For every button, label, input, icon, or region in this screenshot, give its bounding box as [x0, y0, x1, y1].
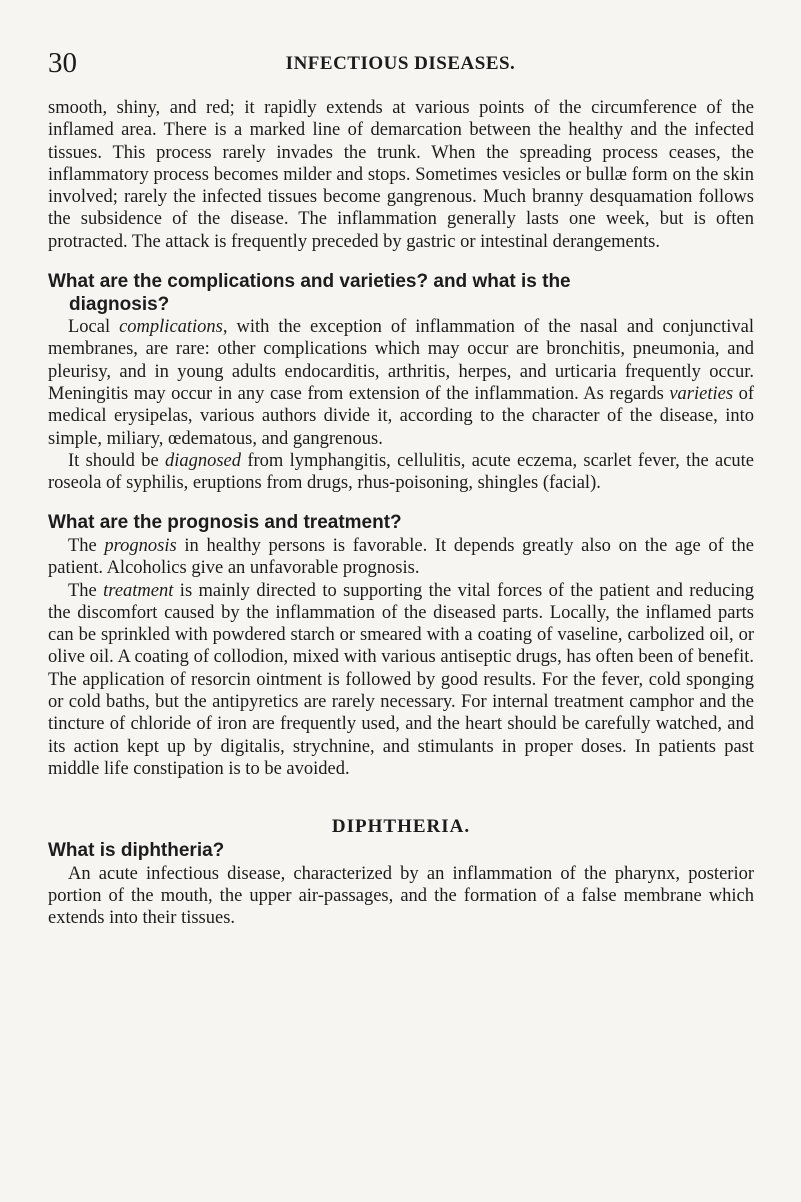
text-run: Local	[68, 317, 120, 338]
text-run: is mainly directed to supporting the vital forces of the patient and reducing the discomfort caused by the inflammation of the diseased parts. Locally, the inflamed parts can be sprinkled with powdered starch or smeared with a coating of vaseline, carbolized oil, or olive oil. A coating of collodion, mixed with various antiseptic drugs, has often been of benefit. The application of resorcin ointment is followed by good results. For the fever, cold sponging or cold baths, but the antipyretics are rarely necessary. For internal treatment camphor and the tincture of chloride of iron are frequently used, and the heart should be carefully watched, and its action kept up by digitalis, strychnine, and stimulants in proper doses. In patients past middle life constipation is to be avoided.	[48, 580, 754, 779]
text-run: from lymphangitis, cellulitis, acute eczema, scarlet fever, the acute roseola of syphilis, eruptions from drugs, rhus-poisoning, shingles (facial).	[48, 450, 755, 494]
question-line-1: What are the complications and varieties? and what is the	[48, 271, 571, 293]
text-run: The	[68, 580, 104, 601]
text-run: The	[68, 535, 105, 556]
question-heading	[48, 271, 754, 316]
text-run: in healthy persons is favorable. It depends greatly also on the age of the patient. Alcoholics give an unfavorable prognosis.	[48, 535, 754, 579]
paragraph	[48, 535, 754, 580]
paragraph: An acute infectious disease, characterized by an inflammation of the pharynx, posterior portion of the mouth, the upper air-passages, and the formation of a false membrane which extends into their tissues.	[48, 863, 754, 929]
emphasis: treatment	[103, 580, 174, 601]
section-title: DIPHTHERIA.	[331, 816, 471, 838]
question-heading: What are the prognosis and treatment?	[48, 512, 402, 534]
emphasis: prognosis	[104, 535, 177, 556]
paragraph	[48, 316, 754, 450]
emphasis: complications	[119, 317, 223, 338]
running-head: INFECTIOUS DISEASES.	[285, 53, 516, 74]
paragraph: smooth, shiny, and red; it rapidly extends at various points of the circumference of the inflamed area. There is a marked line of demarcation between the healthy and the infected tissues. This process rarely invades the trunk. When the spreading process ceases, the inflammatory process becomes milder and stops. Sometimes vesicles or bullæ form on the skin involved; rarely the infected tissues become gangrenous. Much branny desquamation follows the subsidence of the disease. The inflammation generally lasts one week, but is often protracted. The attack is frequently preceded by gastric or intestinal derangements.	[48, 98, 754, 252]
question-heading: What is diphtheria?	[48, 840, 225, 862]
text-run: It should be	[68, 450, 165, 471]
question-line-2: diagnosis?	[69, 293, 170, 315]
page-number: 30	[48, 47, 77, 79]
emphasis: varieties	[669, 383, 734, 404]
text-run: , with the exception of inflammation of the nasal and conjunctival membranes, are rare: other complications which may occur are bronchitis, pneumonia, and pleurisy, and in young adults endocarditis, arthritis, herpes, and urticaria frequently occur. Meningitis may occur in any case from extension of the inflammation. As regards	[48, 317, 754, 404]
emphasis: diagnosed	[164, 450, 242, 471]
paragraph	[48, 580, 754, 781]
page-body	[48, 97, 754, 930]
text-run: of medical erysipelas, various authors divide it, according to the character of the disease, into simple, miliary, œdematous, and gangrenous.	[48, 383, 754, 449]
paragraph	[48, 450, 754, 495]
page-header	[0, 48, 801, 78]
